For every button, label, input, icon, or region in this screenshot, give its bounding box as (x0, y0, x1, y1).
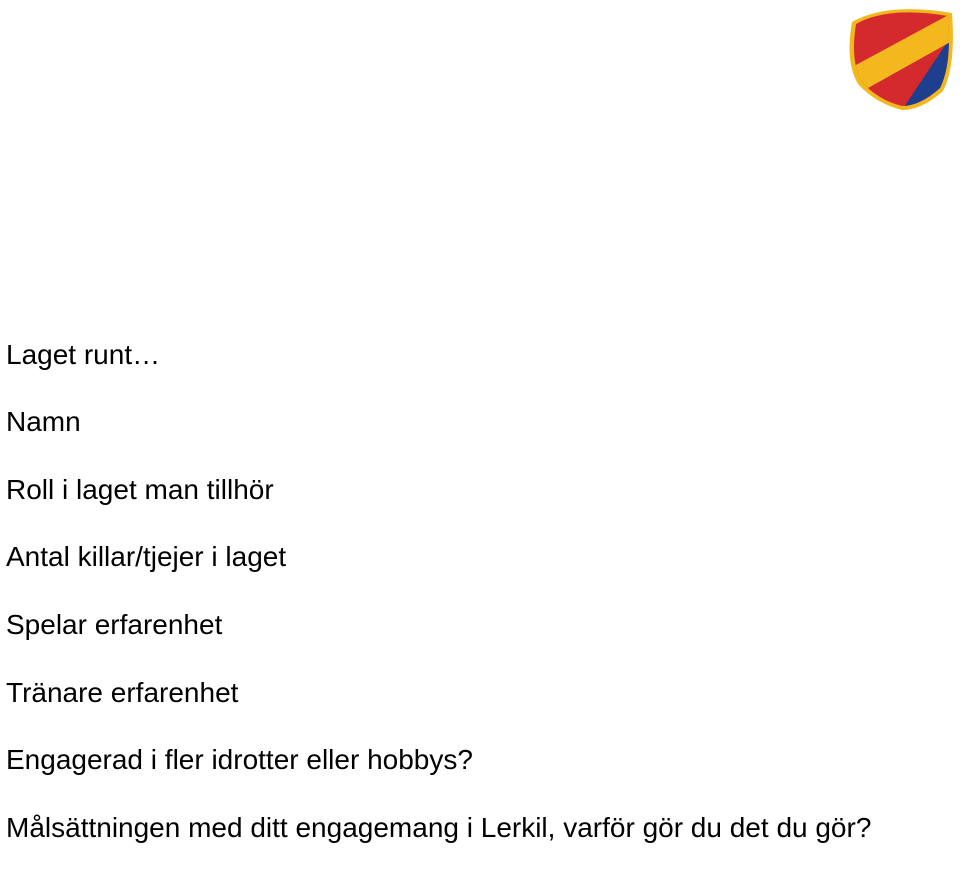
item-spelar-erfarenhet: Spelar erfarenhet (6, 609, 223, 640)
item-engagerad: Engagerad i fler idrotter eller hobbys? (6, 744, 473, 775)
club-logo (848, 2, 954, 110)
item-tranare-erfarenhet: Tränare erfarenhet (6, 677, 239, 708)
item-antal: Antal killar/tjejer i laget (6, 541, 287, 572)
item-malsattning: Målsättningen med ditt engagemang i Lerkil, varför gör du det du gör? (6, 812, 872, 843)
item-roll: Roll i laget man tillhör (6, 474, 274, 505)
item-namn: Namn (6, 406, 81, 437)
document-heading: Laget runt… (6, 339, 161, 370)
